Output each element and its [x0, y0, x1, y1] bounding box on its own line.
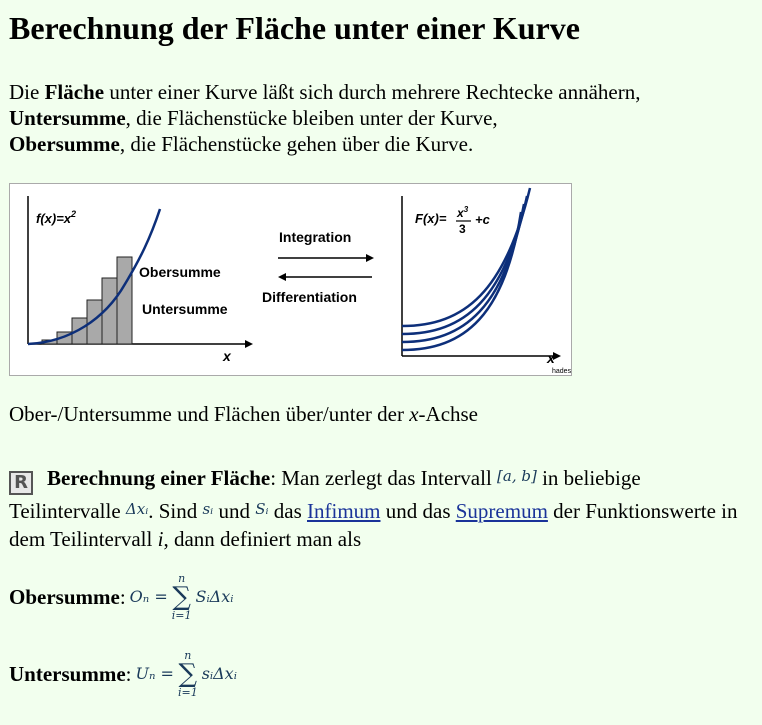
untersumme-math	[135, 650, 236, 698]
delta-x-math: Δxᵢ	[125, 500, 149, 518]
intro-bold-obersumme: Obersumme	[9, 132, 120, 156]
right-fraction-denominator: 3	[459, 222, 466, 236]
figure-svg	[10, 184, 571, 375]
untersumme-lhs: Uₙ =	[135, 664, 174, 683]
obersumme-formula-label: Obersumme	[9, 585, 120, 609]
sum-upper-limit: n	[184, 649, 192, 662]
left-function-label: $f(x)=x^2$	[36, 209, 77, 226]
differentiation-label: Differentiation	[262, 289, 357, 305]
figure-caption	[9, 400, 478, 428]
definition-text-2: in beliebige Teilintervalle	[9, 466, 641, 523]
S-i-math: Sᵢ	[255, 500, 269, 518]
intro-text-3: , die Flächenstücke bleiben unter der Kurve,	[125, 106, 498, 130]
definition-text-5: das	[268, 499, 307, 523]
left-x-arrowhead	[245, 340, 253, 348]
intro-paragraph	[9, 79, 640, 157]
r-definition-icon: R	[9, 471, 33, 495]
definition-text-7: der Funktionswerte in dem Teilintervall	[9, 499, 738, 551]
infimum-link[interactable]: Infimum	[307, 499, 381, 523]
caption-text-end: -Achse	[418, 402, 479, 426]
formula-colon: :	[125, 662, 132, 686]
sum-symbol	[178, 650, 198, 698]
intro-text-1: Die	[9, 80, 45, 104]
definition-paragraph	[9, 462, 754, 553]
untersumme-formula-label: Untersumme	[9, 662, 126, 686]
sigma-glyph: ∑	[172, 582, 191, 612]
obersumme-lhs: Oₙ =	[129, 587, 168, 606]
riemann-sum-figure	[9, 183, 572, 376]
intro-bold-flaeche: Fläche	[44, 80, 105, 104]
definition-text-6: und das	[380, 499, 456, 523]
caption-variable: x	[409, 402, 419, 426]
obersumme-formula	[9, 573, 233, 621]
intro-text-4: , die Flächenstücke gehen über die Kurve.	[119, 132, 474, 156]
supremum-link[interactable]: Supremum	[455, 499, 548, 523]
right-function-constant: +c	[475, 212, 490, 227]
sum-bar	[117, 257, 132, 344]
page-title: Berechnung der Fläche unter einer Kurve	[9, 10, 580, 46]
untersumme-rhs: sᵢΔxᵢ	[201, 664, 237, 683]
definition-text-1: : Man zerlegt das Intervall	[270, 466, 498, 490]
left-x-axis-label: x	[223, 348, 231, 364]
index-variable: i	[157, 527, 164, 551]
bar-group	[42, 257, 132, 344]
integration-arrowhead	[366, 254, 374, 262]
right-x-axis-label: x	[547, 350, 555, 366]
sum-lower-limit: i=1	[177, 686, 198, 699]
sum-symbol	[172, 573, 192, 621]
right-function-label: F(x)=	[415, 211, 447, 226]
definition-text-3: . Sind	[148, 499, 203, 523]
interval-math: [a, b]	[497, 467, 537, 485]
definition-text-4: und	[213, 499, 256, 523]
definition-heading: Berechnung einer Fläche	[47, 466, 271, 490]
sigma-glyph: ∑	[178, 659, 198, 689]
obersumme-label: Obersumme	[139, 264, 221, 280]
obersumme-rhs: SᵢΔxᵢ	[195, 587, 234, 606]
intro-text-2: unter einer Kurve läßt sich durch mehrere Rechtecke annähern,	[104, 80, 641, 104]
definition-text-8: , dann definiert man als	[163, 527, 362, 551]
intro-bold-untersumme: Untersumme	[9, 106, 126, 130]
differentiation-arrowhead	[278, 273, 286, 281]
integration-label: Integration	[279, 229, 352, 245]
caption-text: Ober-/Untersumme und Flächen über/unter der	[9, 402, 410, 426]
untersumme-label: Untersumme	[142, 301, 228, 317]
sum-upper-limit: n	[178, 572, 186, 585]
untersumme-formula	[9, 650, 237, 698]
sum-lower-limit: i=1	[171, 609, 192, 622]
obersumme-math	[130, 573, 234, 621]
right-fraction-numerator: $x^3$	[457, 205, 469, 220]
s-i-math: sᵢ	[202, 500, 214, 518]
formula-colon: :	[119, 585, 126, 609]
figure-credit: hades	[552, 368, 571, 375]
